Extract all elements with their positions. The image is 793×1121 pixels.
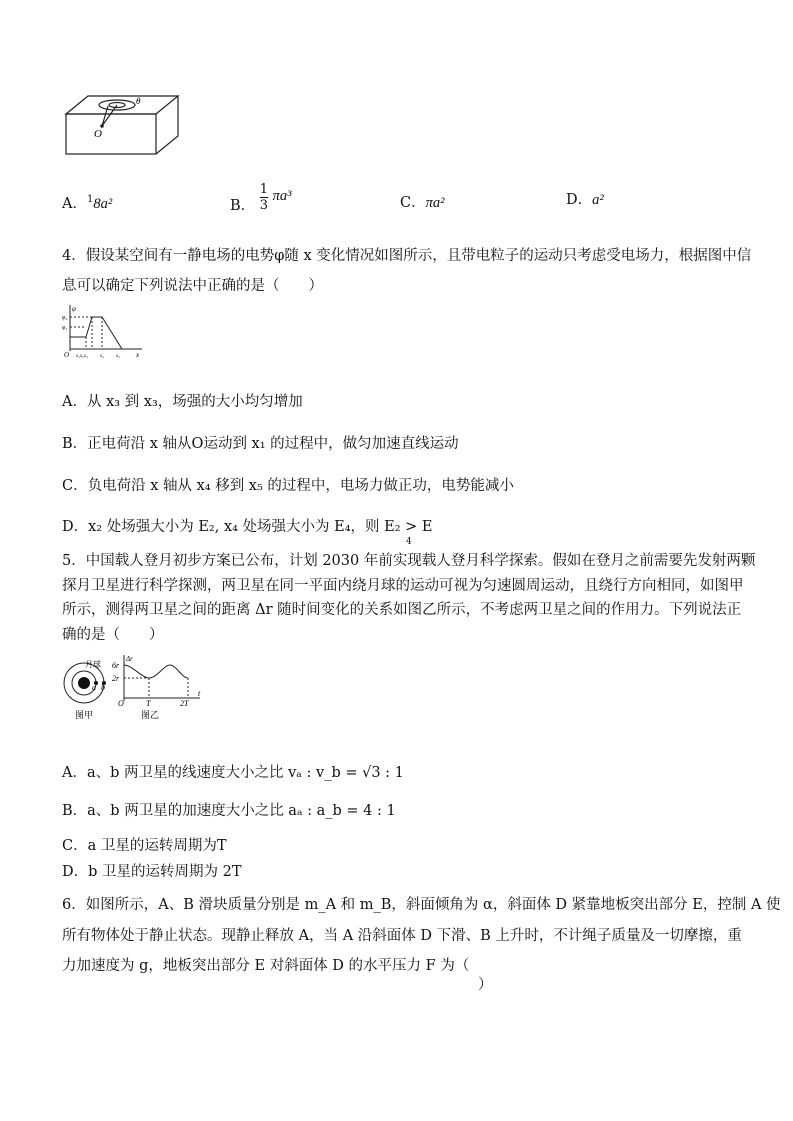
q3-option-d-label: D． [566,192,593,208]
q5-stem-line4: 确的是（ ） [62,627,164,643]
q5-option-c: C．a 卫星的运转周期为T [62,838,227,854]
q4-stem-line2: 息可以确定下列说法中正确的是（ ） [62,278,323,294]
q4-option-d-subscript: 4 [406,537,412,547]
svg-text:2T: 2T [180,699,189,708]
q3-option-c-label: C． [400,195,426,211]
q4-option-c: C．负电荷沿 x 轴从 x₄ 移到 x₅ 的过程中，电场力做正功，电势能减小 [62,478,514,494]
q6-stem-line2: 所有物体处于静止状态。现静止释放 A，当 A 沿斜面体 D 下滑、B 上升时，不计绳子质量及一切摩擦，重 [62,928,742,944]
q3-option-b-fraction: 1 3 [259,182,269,213]
svg-text:x₄: x₄ [100,354,104,359]
q3-option-c [400,193,444,213]
svg-text:θ: θ [136,96,141,106]
q5-stem-line3: 所示，测得两卫星之间的距离 Δr 随时间变化的关系如图乙所示，不考虑两卫星之间的作用力。下列说法正 [62,602,742,618]
q3-option-d [566,190,604,210]
svg-text:x₅: x₅ [116,354,120,359]
q3-option-b [230,182,292,213]
svg-text:t: t [198,689,201,698]
q4-option-b: B．正电荷沿 x 轴从O运动到 x₁ 的过程中，做匀加速直线运动 [62,436,459,452]
svg-text:φ₂: φ₂ [62,315,68,321]
q5-option-b: B．a、b 两卫星的加速度大小之比 aₐ : a_b = 4 : 1 [62,803,396,819]
q5-fig-jia-label: 图甲 [74,710,94,720]
svg-text:T: T [146,699,151,708]
q5-stem-line1: 5．中国载人登月初步方案已公布，计划 2030 年前实现载人登月科学探索。假如在登月之前需要先发射两颗 [62,553,756,569]
svg-text:Δr: Δr [126,655,133,663]
svg-text:x₁x₂x₃: x₁x₂x₃ [76,354,88,359]
q3-option-a-sup: 1 [86,194,94,205]
q4-option-a: A．从 x₃ 到 x₃，场强的大小均匀增加 [62,394,303,410]
q5-option-a: A．a、b 两卫星的线速度大小之比 vₐ : v_b = √3 : 1 [62,765,404,781]
svg-text:6r: 6r [112,661,120,670]
q6-stem-line1: 6．如图所示，A、B 滑块质量分别是 m_A 和 m_B，斜面倾角为 α，斜面体 D 紧靠地板突出部分 E，控制 A 使 [62,897,781,913]
q3-option-a [62,190,112,214]
q6-stem-line3: 力加速度为 g，地板突出部分 E 对斜面体 D 的水平压力 F 为（ [62,958,470,974]
svg-text:b: b [101,683,105,692]
q3-option-a-label: A． [62,196,87,212]
q4-potential-graph [62,303,146,359]
svg-text:O: O [64,351,70,359]
q5-orbit-figure [62,653,112,721]
q5-moon-label: 月球 [85,660,101,669]
svg-text:φ: φ [72,305,76,313]
q3-figure-box [62,90,182,160]
svg-text:x: x [136,351,140,359]
q3-option-a-value: 8a² [93,196,113,212]
q5-stem-line2: 探月卫星进行科学探测，两卫星在同一平面内绕月球的运动可视为匀速圆周运动，且绕行方向相同，如图甲 [62,578,744,594]
svg-text:O: O [94,128,102,140]
q5-option-d: D．b 卫星的运转周期为 2T [62,864,242,880]
q3-option-d-value: a² [592,192,604,208]
q6-stem-close: ） [478,977,493,993]
q5-fig-yi-label: 图乙 [140,710,160,720]
q4-option-d: D．x₂ 处场强大小为 E₂, x₄ 处场强大小为 E₄，则 E₂ > E [62,519,433,535]
q4-stem-line1: 4．假设某空间有一静电场的电势φ随 x 变化情况如图所示，且带电粒子的运动只考虑受电场力，根据图中信 [62,248,752,264]
svg-text:φ₁: φ₁ [62,325,68,331]
q3-option-b-label: B． [230,197,256,214]
svg-text:O: O [118,699,124,708]
svg-text:a: a [92,683,96,692]
q3-option-c-value: πa² [425,195,445,211]
svg-text:2r: 2r [112,674,120,683]
q5-distance-graph [112,653,204,721]
q3-option-b-value: πa³ [272,187,292,204]
